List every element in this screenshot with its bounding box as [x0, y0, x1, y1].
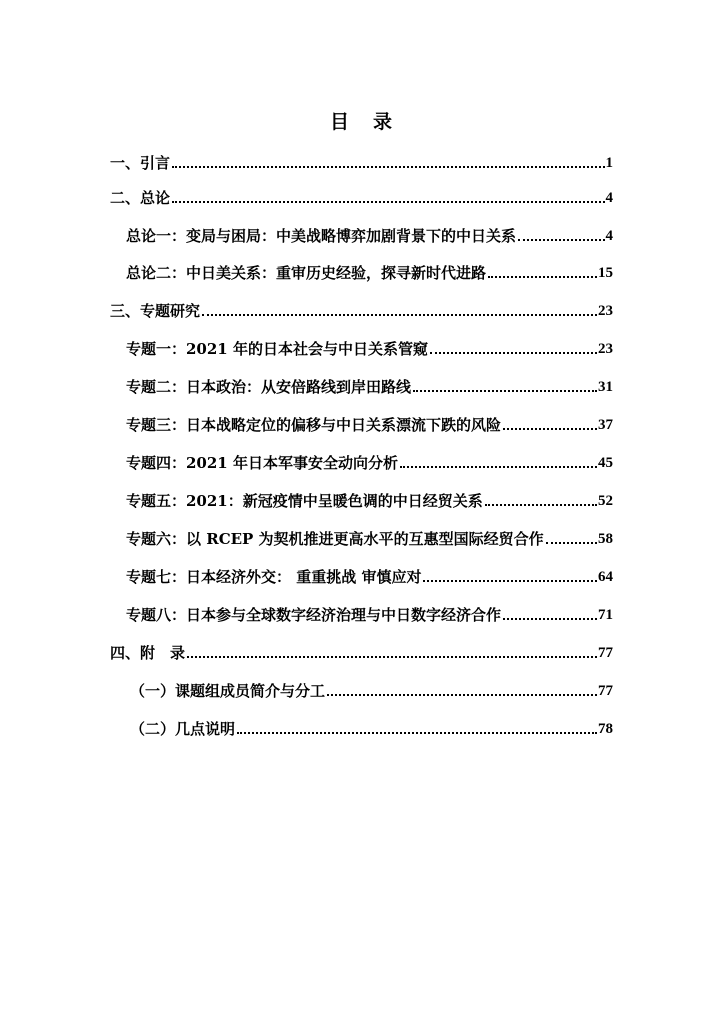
toc-entry-page: 15 [598, 265, 613, 281]
toc-entry[interactable] [126, 411, 613, 435]
toc-entry-page: 77 [598, 645, 613, 661]
toc-entry-page: 71 [598, 607, 613, 623]
toc-entry[interactable] [110, 639, 613, 663]
toc-entry-page: 45 [598, 455, 613, 471]
toc-entry-page: 64 [598, 569, 613, 585]
toc-entry[interactable] [126, 222, 613, 246]
toc-entry-label: 一、引言 [110, 154, 171, 172]
toc-entry[interactable] [126, 335, 613, 359]
toc-leader-dots [488, 275, 597, 278]
toc-entry[interactable] [110, 297, 613, 321]
toc-entry-page: 23 [598, 303, 613, 319]
toc-entry[interactable] [126, 601, 613, 625]
toc-entry[interactable] [126, 525, 613, 549]
toc-entry-page: 52 [598, 493, 613, 509]
toc-leader-dots [237, 731, 597, 734]
toc-entry-label: （一）课题组成员简介与分工 [130, 682, 326, 700]
toc-entry[interactable] [110, 184, 613, 208]
toc-entry-label: 专题八：日本参与全球数字经济治理与中日数字经济合作 [126, 606, 502, 624]
toc-entry-label: 专题七：日本经济外交： 重重挑战 审慎应对 [126, 568, 422, 586]
toc-leader-dots [423, 579, 597, 582]
toc-title-char-2: 录 [373, 111, 395, 133]
toc-entry-label: 总论一：变局与困局：中美战略博弈加剧背景下的中日关系 [126, 227, 517, 245]
toc-entry-page: 1 [605, 155, 613, 171]
toc-leader-dots [172, 165, 604, 168]
toc-entry-label: 二、总论 [110, 189, 171, 207]
toc-leader-dots [187, 655, 597, 658]
toc-entry[interactable] [126, 487, 613, 511]
toc-entry[interactable] [130, 715, 613, 739]
toc-leader-dots [430, 351, 597, 354]
toc-leader-dots [485, 503, 597, 506]
toc-entry-label: 四、附 录 [110, 644, 186, 662]
toc-entry-page: 23 [598, 341, 613, 357]
toc-title-char-1: 目 [329, 111, 351, 133]
toc-entry[interactable] [130, 677, 613, 701]
toc-entry-label: 专题五：2021：新冠疫情中呈暖色调的中日经贸关系 [126, 492, 483, 510]
toc-entry-label: 专题一：2021 年的日本社会与中日关系管窥 [126, 340, 428, 358]
toc-entry-label: 专题三：日本战略定位的偏移与中日关系漂流下跌的风险 [126, 416, 502, 434]
toc-leader-dots [503, 617, 597, 620]
toc-entry-label: 总论二：中日美关系：重审历史经验，探寻新时代进路 [126, 264, 487, 282]
toc-leader-dots [546, 541, 597, 544]
toc-leader-dots [400, 465, 597, 468]
toc-entry-page: 4 [605, 228, 613, 244]
toc-leader-dots [202, 313, 597, 316]
toc-entry-page: 4 [605, 190, 613, 206]
toc-leader-dots [413, 389, 597, 392]
toc-leader-dots [327, 693, 597, 696]
toc-entry-page: 78 [598, 721, 613, 737]
toc-entry-page: 58 [598, 531, 613, 547]
toc-leader-dots [518, 238, 604, 241]
toc-entry-label: （二）几点说明 [130, 720, 236, 738]
toc-leader-dots [172, 200, 604, 203]
toc-entry-page: 77 [598, 683, 613, 699]
toc-entry-page: 37 [598, 417, 613, 433]
toc-entry[interactable] [126, 259, 613, 283]
toc-leader-dots [503, 427, 597, 430]
toc-entry[interactable] [126, 373, 613, 397]
toc-entry[interactable] [126, 449, 613, 473]
toc-entry-label: 专题六：以 RCEP 为契机推进更高水平的互惠型国际经贸合作 [126, 530, 544, 548]
toc-entry-page: 31 [598, 379, 613, 395]
toc-entry-label: 专题二：日本政治：从安倍路线到岸田路线 [126, 378, 412, 396]
toc-entry-label: 专题四：2021 年日本军事安全动向分析 [126, 454, 398, 472]
toc-entry[interactable] [110, 149, 613, 173]
toc-entry[interactable] [126, 563, 613, 587]
toc-entry-label: 三、专题研究 [110, 302, 201, 320]
